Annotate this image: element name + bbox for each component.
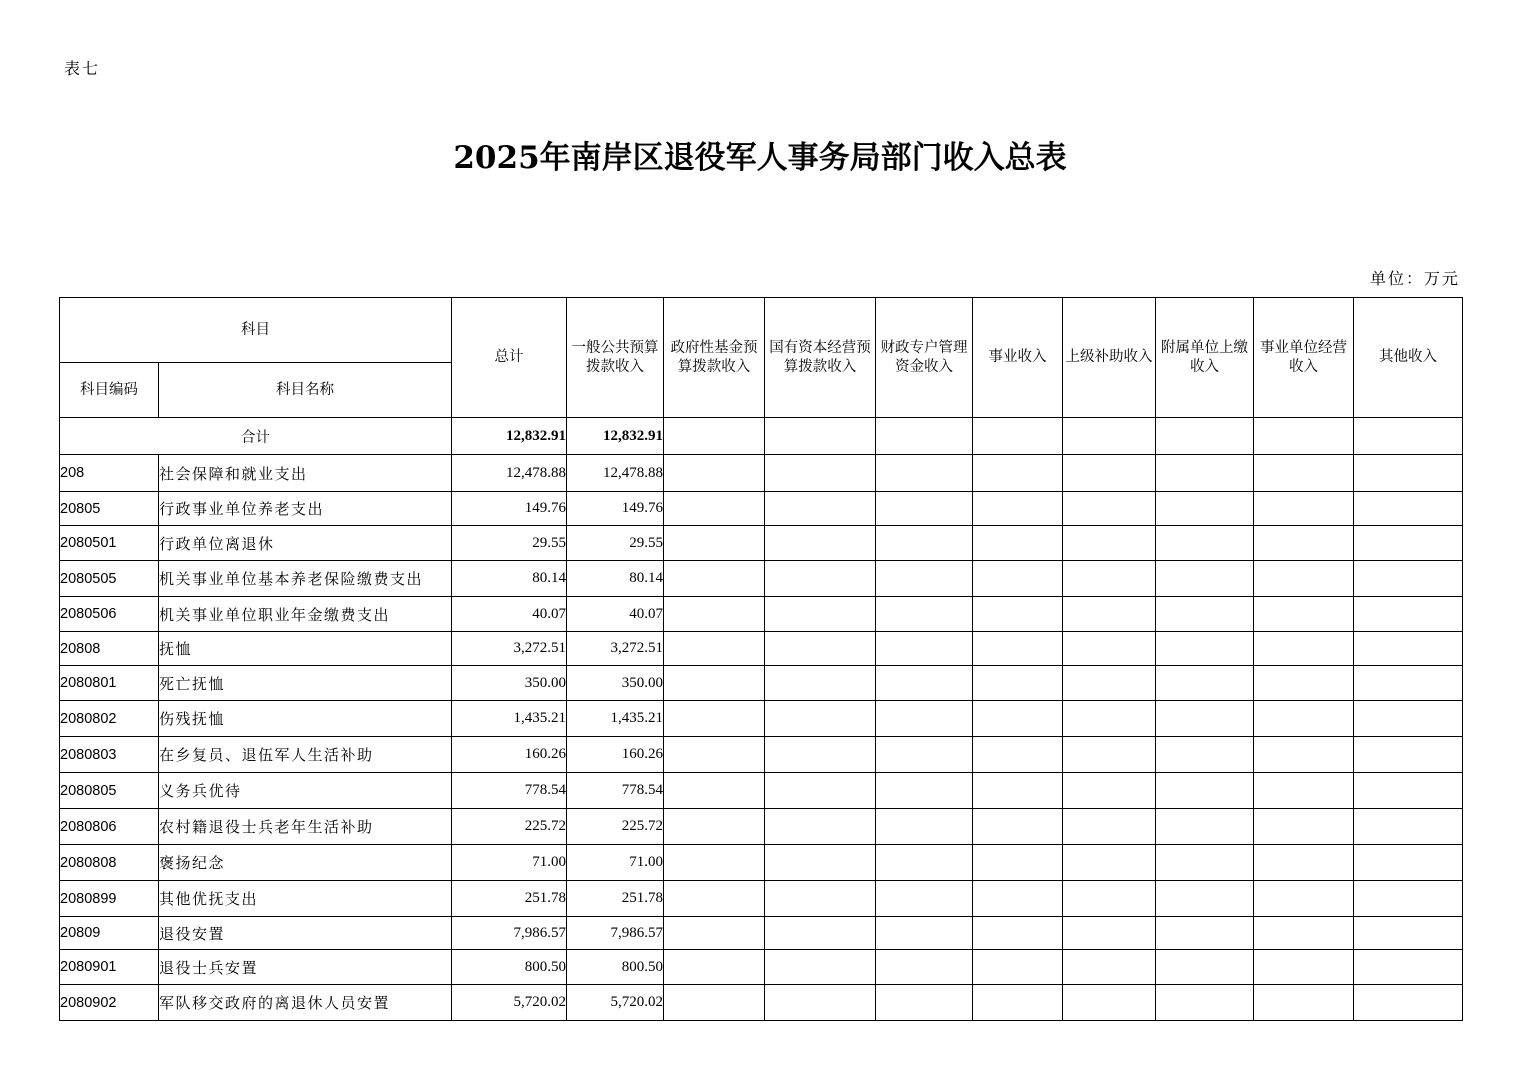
row-total: 71.00 bbox=[452, 845, 567, 881]
empty-cell bbox=[765, 526, 876, 561]
empty-cell bbox=[765, 737, 876, 773]
empty-cell bbox=[1063, 985, 1156, 1021]
table-row bbox=[60, 455, 1463, 492]
empty-cell bbox=[1254, 773, 1354, 809]
empty-cell bbox=[876, 666, 973, 701]
empty-cell bbox=[1354, 701, 1463, 737]
empty-cell bbox=[1354, 917, 1463, 950]
empty-cell bbox=[765, 845, 876, 881]
total-row bbox=[60, 418, 1463, 455]
row-total: 225.72 bbox=[452, 809, 567, 845]
row-name: 农村籍退役士兵老年生活补助 bbox=[159, 809, 452, 845]
table-row bbox=[60, 701, 1463, 737]
header-subject: 科目 bbox=[60, 298, 452, 363]
row-code: 2080808 bbox=[60, 845, 159, 881]
empty-cell bbox=[1254, 492, 1354, 526]
empty-cell bbox=[1156, 985, 1254, 1021]
empty-cell bbox=[765, 597, 876, 632]
row-general-budget: 350.00 bbox=[567, 666, 664, 701]
empty-cell bbox=[1354, 881, 1463, 917]
empty-cell bbox=[1063, 561, 1156, 597]
row-total: 350.00 bbox=[452, 666, 567, 701]
row-general-budget: 29.55 bbox=[567, 526, 664, 561]
empty-cell bbox=[664, 701, 765, 737]
row-general-budget: 225.72 bbox=[567, 809, 664, 845]
row-general-budget: 80.14 bbox=[567, 561, 664, 597]
empty-cell bbox=[1254, 881, 1354, 917]
empty-cell bbox=[765, 632, 876, 666]
empty-cell bbox=[876, 526, 973, 561]
empty-cell bbox=[1254, 845, 1354, 881]
empty-cell bbox=[1063, 881, 1156, 917]
empty-cell bbox=[1354, 845, 1463, 881]
row-code: 2080501 bbox=[60, 526, 159, 561]
empty-cell bbox=[973, 881, 1063, 917]
empty-cell bbox=[973, 773, 1063, 809]
empty-cell bbox=[1156, 455, 1254, 492]
empty-cell bbox=[1254, 666, 1354, 701]
empty-cell bbox=[1254, 809, 1354, 845]
empty-cell bbox=[973, 985, 1063, 1021]
header-affiliated-unit: 附属单位上缴收入 bbox=[1156, 298, 1254, 418]
empty-cell bbox=[1254, 632, 1354, 666]
table-row bbox=[60, 845, 1463, 881]
empty-cell bbox=[1354, 597, 1463, 632]
row-code: 2080505 bbox=[60, 561, 159, 597]
row-name: 抚恤 bbox=[159, 632, 452, 666]
table-row bbox=[60, 492, 1463, 526]
empty-cell bbox=[1156, 632, 1254, 666]
empty-cell bbox=[1063, 917, 1156, 950]
empty-cell bbox=[765, 666, 876, 701]
empty-cell bbox=[973, 845, 1063, 881]
row-code: 2080901 bbox=[60, 950, 159, 985]
row-general-budget: 160.26 bbox=[567, 737, 664, 773]
header-state-capital: 国有资本经营预算拨款收入 bbox=[765, 298, 876, 418]
empty-cell bbox=[973, 526, 1063, 561]
empty-cell bbox=[1254, 701, 1354, 737]
table-row bbox=[60, 737, 1463, 773]
empty-cell bbox=[765, 492, 876, 526]
row-general-budget: 251.78 bbox=[567, 881, 664, 917]
row-total: 251.78 bbox=[452, 881, 567, 917]
empty-cell bbox=[1063, 526, 1156, 561]
table-row bbox=[60, 773, 1463, 809]
row-name: 行政单位离退休 bbox=[159, 526, 452, 561]
empty-cell bbox=[765, 917, 876, 950]
row-code: 20808 bbox=[60, 632, 159, 666]
empty-cell bbox=[765, 881, 876, 917]
total-general-budget: 12,832.91 bbox=[567, 418, 664, 455]
row-total: 3,272.51 bbox=[452, 632, 567, 666]
row-total: 12,478.88 bbox=[452, 455, 567, 492]
table-row bbox=[60, 597, 1463, 632]
empty-cell bbox=[973, 701, 1063, 737]
row-code: 208 bbox=[60, 455, 159, 492]
empty-cell bbox=[1156, 561, 1254, 597]
empty-cell bbox=[664, 561, 765, 597]
unit-label: 单位：万元 bbox=[1369, 269, 1460, 288]
empty-cell bbox=[1254, 597, 1354, 632]
empty-cell bbox=[876, 701, 973, 737]
empty-cell bbox=[765, 773, 876, 809]
empty-cell bbox=[1354, 526, 1463, 561]
empty-cell bbox=[664, 597, 765, 632]
header-business-income: 事业收入 bbox=[973, 298, 1063, 418]
row-general-budget: 778.54 bbox=[567, 773, 664, 809]
empty-cell bbox=[876, 917, 973, 950]
row-name: 死亡抚恤 bbox=[159, 666, 452, 701]
total-label: 合计 bbox=[60, 418, 452, 455]
empty-cell bbox=[973, 666, 1063, 701]
empty-cell bbox=[973, 455, 1063, 492]
empty-cell bbox=[664, 773, 765, 809]
header-code: 科目编码 bbox=[60, 363, 159, 418]
empty-cell bbox=[765, 561, 876, 597]
row-code: 2080902 bbox=[60, 985, 159, 1021]
row-code: 2080805 bbox=[60, 773, 159, 809]
total-total: 12,832.91 bbox=[452, 418, 567, 455]
empty-cell bbox=[664, 881, 765, 917]
empty-cell bbox=[1156, 950, 1254, 985]
row-name: 退役安置 bbox=[159, 917, 452, 950]
empty-cell bbox=[1063, 701, 1156, 737]
empty-cell bbox=[973, 492, 1063, 526]
empty-cell bbox=[765, 950, 876, 985]
header-special-account: 财政专户管理资金收入 bbox=[876, 298, 973, 418]
empty-cell bbox=[876, 561, 973, 597]
empty-cell bbox=[1063, 809, 1156, 845]
empty-cell bbox=[876, 950, 973, 985]
table-row bbox=[60, 666, 1463, 701]
empty-cell bbox=[973, 917, 1063, 950]
empty-cell bbox=[1156, 845, 1254, 881]
table-row bbox=[60, 809, 1463, 845]
header-name: 科目名称 bbox=[159, 363, 452, 418]
empty-cell bbox=[664, 809, 765, 845]
row-general-budget: 800.50 bbox=[567, 950, 664, 985]
header-superior-subsidy: 上级补助收入 bbox=[1063, 298, 1156, 418]
row-code: 20809 bbox=[60, 917, 159, 950]
empty-cell bbox=[1063, 455, 1156, 492]
row-code: 2080899 bbox=[60, 881, 159, 917]
empty-cell bbox=[1354, 950, 1463, 985]
empty-cell bbox=[1156, 773, 1254, 809]
empty-cell bbox=[1254, 985, 1354, 1021]
empty-cell bbox=[1063, 773, 1156, 809]
row-general-budget: 1,435.21 bbox=[567, 701, 664, 737]
empty-cell bbox=[1156, 737, 1254, 773]
empty-cell bbox=[973, 561, 1063, 597]
empty-cell bbox=[664, 845, 765, 881]
empty-cell bbox=[1354, 455, 1463, 492]
empty-cell bbox=[1254, 950, 1354, 985]
empty-cell bbox=[1156, 492, 1254, 526]
row-general-budget: 40.07 bbox=[567, 597, 664, 632]
empty-cell bbox=[1063, 845, 1156, 881]
empty-cell bbox=[876, 737, 973, 773]
table-row bbox=[60, 985, 1463, 1021]
row-total: 29.55 bbox=[452, 526, 567, 561]
empty-cell bbox=[973, 950, 1063, 985]
row-general-budget: 12,478.88 bbox=[567, 455, 664, 492]
empty-cell bbox=[1354, 666, 1463, 701]
row-general-budget: 3,272.51 bbox=[567, 632, 664, 666]
header-other-income: 其他收入 bbox=[1354, 298, 1463, 418]
empty-cell bbox=[664, 632, 765, 666]
empty-cell bbox=[1063, 737, 1156, 773]
empty-cell bbox=[765, 809, 876, 845]
page-title: 2025年南岸区退役军人事务局部门收入总表 bbox=[453, 140, 1067, 176]
empty-cell bbox=[664, 917, 765, 950]
row-name: 义务兵优待 bbox=[159, 773, 452, 809]
row-name: 军队移交政府的离退休人员安置 bbox=[159, 985, 452, 1021]
table-row bbox=[60, 526, 1463, 561]
row-name: 行政事业单位养老支出 bbox=[159, 492, 452, 526]
empty-cell bbox=[664, 666, 765, 701]
row-code: 2080806 bbox=[60, 809, 159, 845]
empty-cell bbox=[1354, 985, 1463, 1021]
empty-cell bbox=[664, 526, 765, 561]
row-code: 2080803 bbox=[60, 737, 159, 773]
table-row bbox=[60, 950, 1463, 985]
empty-cell bbox=[1354, 737, 1463, 773]
empty-cell bbox=[1156, 597, 1254, 632]
empty-cell bbox=[876, 985, 973, 1021]
empty-cell bbox=[1156, 809, 1254, 845]
row-name: 机关事业单位职业年金缴费支出 bbox=[159, 597, 452, 632]
empty-cell bbox=[1354, 492, 1463, 526]
row-total: 800.50 bbox=[452, 950, 567, 985]
row-name: 褒扬纪念 bbox=[159, 845, 452, 881]
row-total: 1,435.21 bbox=[452, 701, 567, 737]
empty-cell bbox=[973, 597, 1063, 632]
row-name: 机关事业单位基本养老保险缴费支出 bbox=[159, 561, 452, 597]
empty-cell bbox=[1354, 561, 1463, 597]
empty-cell bbox=[876, 632, 973, 666]
empty-cell bbox=[876, 773, 973, 809]
empty-cell bbox=[1063, 632, 1156, 666]
empty-cell bbox=[1063, 666, 1156, 701]
empty-cell bbox=[664, 950, 765, 985]
empty-cell bbox=[1254, 526, 1354, 561]
empty-cell bbox=[876, 492, 973, 526]
row-general-budget: 71.00 bbox=[567, 845, 664, 881]
sheet-label: 表七 bbox=[64, 59, 101, 78]
empty-cell bbox=[664, 492, 765, 526]
row-code: 2080506 bbox=[60, 597, 159, 632]
empty-cell bbox=[664, 737, 765, 773]
row-general-budget: 149.76 bbox=[567, 492, 664, 526]
row-name: 在乡复员、退伍军人生活补助 bbox=[159, 737, 452, 773]
row-total: 149.76 bbox=[452, 492, 567, 526]
empty-cell bbox=[1063, 492, 1156, 526]
row-total: 5,720.02 bbox=[452, 985, 567, 1021]
empty-cell bbox=[765, 455, 876, 492]
table-row bbox=[60, 632, 1463, 666]
row-total: 160.26 bbox=[452, 737, 567, 773]
row-total: 7,986.57 bbox=[452, 917, 567, 950]
header-total: 总计 bbox=[452, 298, 567, 418]
empty-cell bbox=[1254, 737, 1354, 773]
empty-cell bbox=[1354, 632, 1463, 666]
empty-cell bbox=[1063, 597, 1156, 632]
row-code: 20805 bbox=[60, 492, 159, 526]
empty-cell bbox=[973, 632, 1063, 666]
empty-cell bbox=[765, 701, 876, 737]
empty-cell bbox=[876, 597, 973, 632]
empty-cell bbox=[1156, 526, 1254, 561]
empty-cell bbox=[973, 809, 1063, 845]
empty-cell bbox=[876, 845, 973, 881]
empty-cell bbox=[1354, 809, 1463, 845]
empty-cell bbox=[1156, 917, 1254, 950]
empty-cell bbox=[664, 455, 765, 492]
row-name: 社会保障和就业支出 bbox=[159, 455, 452, 492]
empty-cell bbox=[1156, 666, 1254, 701]
empty-cell bbox=[1156, 701, 1254, 737]
row-code: 2080802 bbox=[60, 701, 159, 737]
empty-cell bbox=[1354, 773, 1463, 809]
empty-cell bbox=[876, 809, 973, 845]
table-row bbox=[60, 561, 1463, 597]
empty-cell bbox=[765, 985, 876, 1021]
income-table bbox=[59, 297, 1463, 1021]
row-total: 778.54 bbox=[452, 773, 567, 809]
empty-cell bbox=[1254, 561, 1354, 597]
row-name: 退役士兵安置 bbox=[159, 950, 452, 985]
row-code: 2080801 bbox=[60, 666, 159, 701]
empty-cell bbox=[1063, 950, 1156, 985]
table-row bbox=[60, 917, 1463, 950]
header-business-operation: 事业单位经营收入 bbox=[1254, 298, 1354, 418]
header-gov-fund: 政府性基金预算拨款收入 bbox=[664, 298, 765, 418]
empty-cell bbox=[1156, 881, 1254, 917]
empty-cell bbox=[1254, 917, 1354, 950]
empty-cell bbox=[973, 737, 1063, 773]
row-total: 40.07 bbox=[452, 597, 567, 632]
row-general-budget: 7,986.57 bbox=[567, 917, 664, 950]
empty-cell bbox=[1254, 455, 1354, 492]
table-row bbox=[60, 881, 1463, 917]
row-name: 伤残抚恤 bbox=[159, 701, 452, 737]
row-general-budget: 5,720.02 bbox=[567, 985, 664, 1021]
empty-cell bbox=[664, 985, 765, 1021]
row-name: 其他优抚支出 bbox=[159, 881, 452, 917]
empty-cell bbox=[876, 455, 973, 492]
header-general-budget: 一般公共预算拨款收入 bbox=[567, 298, 664, 418]
row-total: 80.14 bbox=[452, 561, 567, 597]
empty-cell bbox=[876, 881, 973, 917]
